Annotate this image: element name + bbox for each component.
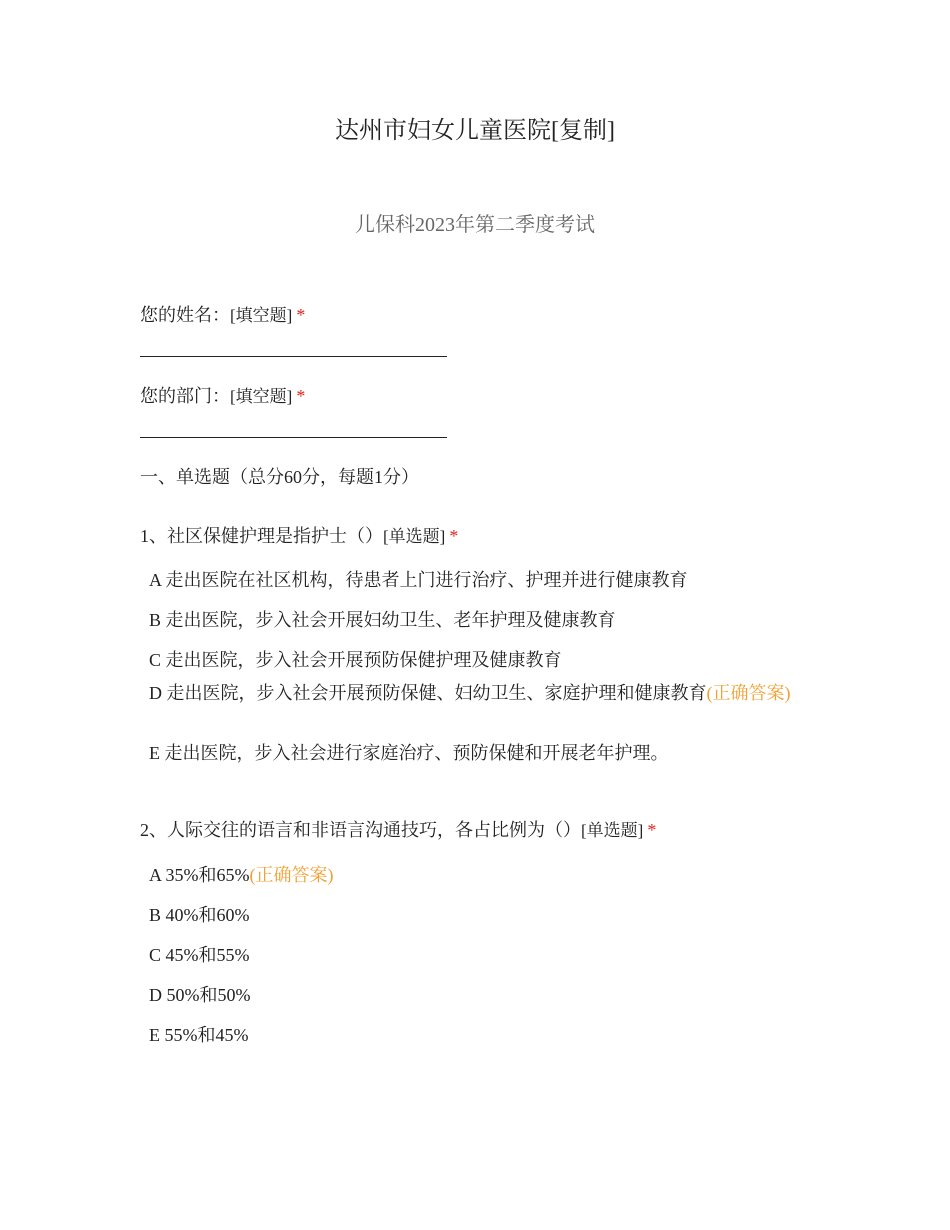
question-1-text: 1、社区保健护理是指护士（） <box>140 526 383 546</box>
section-heading: 一、单选题（总分60分，每题1分） <box>140 467 419 487</box>
option-text: E 55%和45% <box>149 1025 249 1045</box>
question-2-type: [单选题] <box>581 821 644 840</box>
department-field-label <box>140 382 305 408</box>
survey-subtitle: 儿保科2023年第二季度考试 <box>355 214 595 236</box>
correct-answer-marker: (正确答案) <box>706 683 791 703</box>
option-text: C 走出医院，步入社会开展预防保健护理及健康教育 <box>149 650 562 670</box>
question-2-option-d[interactable] <box>149 982 799 1008</box>
question-2-option-a[interactable] <box>149 862 799 888</box>
survey-title: 达州市妇女儿童医院[复制] <box>335 118 615 144</box>
question-1-type: [单选题] <box>383 527 446 546</box>
question-2-label <box>140 816 656 842</box>
option-text: A 35%和65% <box>149 865 250 885</box>
question-1-option-e[interactable] <box>149 740 799 766</box>
required-marker: * <box>296 386 306 406</box>
question-1-option-b[interactable] <box>149 607 799 633</box>
option-text: A 走出医院在社区机构，待患者上门进行治疗、护理并进行健康教育 <box>149 570 688 590</box>
name-field-label <box>140 301 305 327</box>
required-marker: * <box>647 820 657 840</box>
question-1-option-a[interactable] <box>149 567 799 593</box>
name-field-type: [填空题] <box>230 306 293 325</box>
question-1-option-d[interactable] <box>149 680 799 706</box>
question-1-option-c[interactable] <box>149 647 799 673</box>
required-marker: * <box>296 305 306 325</box>
department-input[interactable] <box>140 437 447 438</box>
name-field-text: 您的姓名： <box>140 305 230 325</box>
option-text: E 走出医院，步入社会进行家庭治疗、预防保健和开展老年护理。 <box>149 743 669 763</box>
department-field-text: 您的部门： <box>140 386 230 406</box>
required-marker: * <box>449 526 459 546</box>
department-field-type: [填空题] <box>230 387 293 406</box>
option-text: C 45%和55% <box>149 945 250 965</box>
name-input[interactable] <box>140 356 447 357</box>
option-text: D 50%和50% <box>149 985 251 1005</box>
question-2-option-e[interactable] <box>149 1022 799 1048</box>
option-text: D 走出医院，步入社会开展预防保健、妇幼卫生、家庭护理和健康教育 <box>149 683 707 703</box>
option-text: B 40%和60% <box>149 905 250 925</box>
question-2-option-c[interactable] <box>149 942 799 968</box>
question-2-text: 2、人际交往的语言和非语言沟通技巧，各占比例为（） <box>140 820 581 840</box>
option-text: B 走出医院，步入社会开展妇幼卫生、老年护理及健康教育 <box>149 610 616 630</box>
correct-answer-marker: (正确答案) <box>249 865 334 885</box>
question-1-label <box>140 522 458 548</box>
question-2-option-b[interactable] <box>149 902 799 928</box>
